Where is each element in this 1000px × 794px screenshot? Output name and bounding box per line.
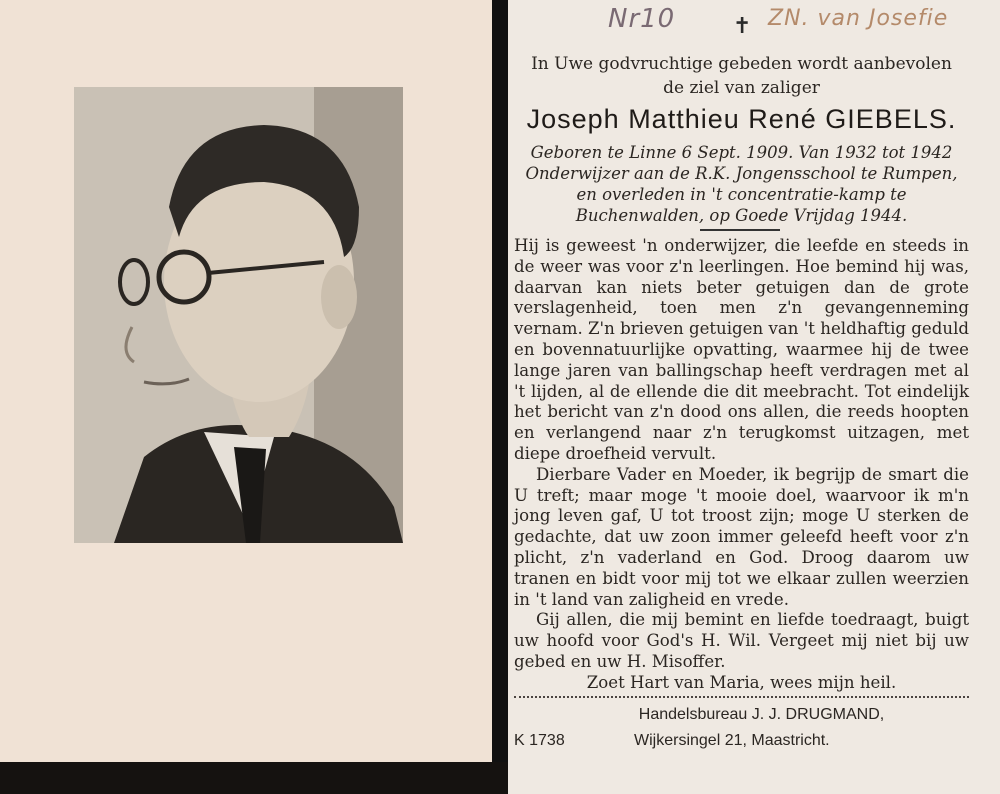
memorial-text [514, 236, 969, 694]
paragraph-1: Hij is geweest 'n onderwijzer, die leefde en steeds in de weer was voor z'n leerlingen. Hoe bemind hij was, daarvan kan niets beter getuigen dan de grote verslagenheid, toen men z'n gevangenneming vernam. Z'n brieven getuigen van 't heldhaftig geduld en bovennatuurlijke opvatting, waarmee hij de twee lange jaren van ballingschap heeft verdragen met al 't lijden, al de ellende die dit meebracht. Tot eindelijk het bericht van z'n dood ons allen, die reeds hoopten en verlangend naar z'n terugkomst uitzagen, met diepe droefheid vervult. [514, 236, 969, 463]
closing-prayer: Zoet Hart van Maria, wees mijn heil. [586, 672, 897, 692]
printer-code: K 1738 [514, 732, 565, 749]
paragraph-2: Dierbare Vader en Moeder, ik begrijp de smart die U treft; maar moge 't mooie doel, waarvoor ik m'n jong leven gaf, U tot troost zijn; moge U sterken de gedachte, dat uw zoon immer geleefd heeft voor z'n plicht, z'n vaderland en God. Droog daarom uw tranen en bidt voor mij tot we elkaar zullen weerzien in 't land van zaligheid en vrede. [514, 464, 969, 609]
intro-text [514, 52, 969, 100]
portrait-photo [74, 87, 403, 543]
card-divider [492, 0, 508, 794]
paragraph-3: Gij allen, die mij bemint en liefde toedraagt, buigt uw hoofd voor God's H. Wil. Vergeet mij niet bij uw gebed en uw H. Misoffer. [514, 610, 969, 671]
deceased-name: Joseph Matthieu René GIEBELS. [526, 104, 957, 134]
portrait-illustration [74, 87, 403, 543]
memorial-card-left-page [0, 0, 494, 794]
intro-line-1: In Uwe godvruchtige gebeden wordt aanbevolen [531, 54, 952, 74]
intro-line-2: de ziel van zaliger [663, 78, 820, 98]
biography: Geboren te Linne 6 Sept. 1909. Van 1932 tot 1942 Onderwijzer aan de R.K. Jongensschool te Rumpen, en overleden in 't concentratie-kamp te Buchenwalden, op Goede Vrijdag 1944. [525, 143, 958, 225]
cross-icon: ✝ [733, 14, 753, 39]
printer-name: Handelsbureau J. J. DRUGMAND, [638, 706, 885, 723]
handwritten-number: Nr10 [608, 4, 676, 34]
printer-address: Wijkersingel 21, Maastricht. [634, 732, 830, 749]
bottom-shadow [0, 762, 508, 794]
dotted-divider [514, 696, 969, 698]
separator-rule [700, 229, 780, 231]
handwritten-note: ZN. van Josefie [768, 6, 949, 31]
